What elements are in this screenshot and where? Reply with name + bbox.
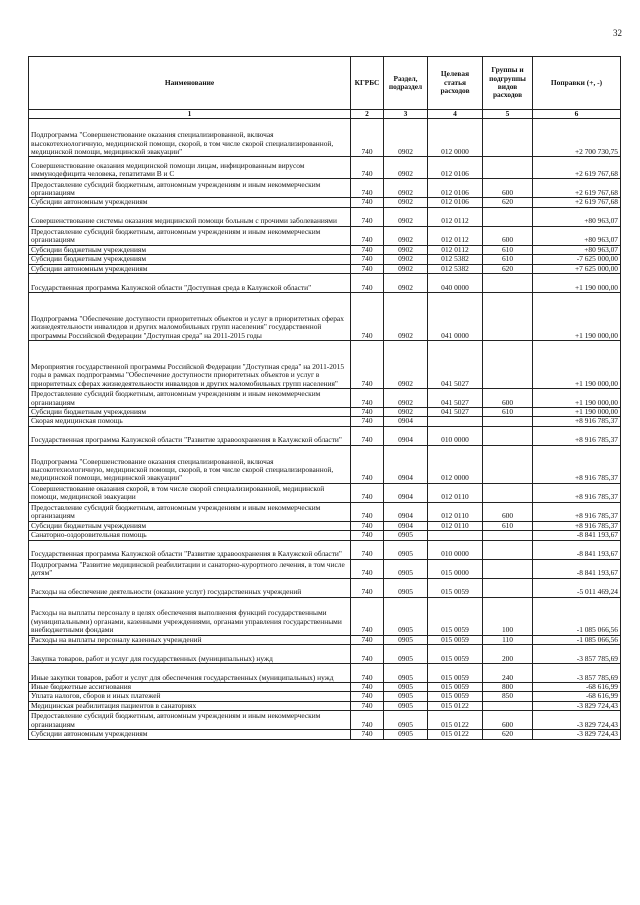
row-target-article: 010 0000: [428, 540, 483, 559]
row-name: Подпрограмма "Развитие медицинской реабилитации и санаторно-курортного лечения, в том числе детям": [29, 559, 351, 578]
row-name: Предоставление субсидий бюджетным, автономным учреждениям и иным некоммерческим организациям: [29, 711, 351, 730]
row-expense-group: 800: [483, 683, 533, 692]
row-target-article: 041 5027: [428, 408, 483, 417]
row-section: 0904: [384, 417, 428, 426]
row-name: Предоставление субсидий бюджетным, автономным учреждениям и иным некоммерческим организациям: [29, 389, 351, 408]
column-number: 4: [428, 110, 483, 119]
row-section: 0905: [384, 597, 428, 635]
row-amendment: -68 616,99: [533, 683, 621, 692]
row-kgrbs: 740: [351, 559, 384, 578]
row-kgrbs: 740: [351, 683, 384, 692]
row-kgrbs: 740: [351, 293, 384, 341]
row-target-article: 012 5382: [428, 255, 483, 264]
row-section: 0905: [384, 692, 428, 701]
row-name: Предоставление субсидий бюджетным, автономным учреждениям и иным некоммерческим организациям: [29, 179, 351, 198]
table-row: [29, 559, 621, 578]
row-name: Скорая медицинская помощь: [29, 417, 351, 426]
row-name: Подпрограмма "Обеспечение доступности приоритетных объектов и услуг в приоритетных сферах жизнедеятельности инвалидов и других маломобильных групп населения" государственной программы Российской Федерации "Доступная среда" на 2011-2015 годы: [29, 293, 351, 341]
row-expense-group: [483, 578, 533, 597]
table-row: [29, 664, 621, 683]
table-row: [29, 341, 621, 389]
row-name: Субсидии автономным учреждениям: [29, 264, 351, 273]
row-section: 0905: [384, 559, 428, 578]
column-number: 6: [533, 110, 621, 119]
row-section: 0905: [384, 578, 428, 597]
row-name: Расходы на выплаты персоналу в целях обеспечения выполнения функций государственными (муниципальными) органами, казенными учреждениями, органами управления государственными внебюджетными фондами: [29, 597, 351, 635]
row-amendment: -3 857 785,69: [533, 645, 621, 664]
table-row: [29, 730, 621, 739]
row-name: Совершенствование оказания медицинской помощи лицам, инфицированным вирусом иммунодефицита человека, гепатитами В и С: [29, 157, 351, 179]
row-amendment: -3 857 785,69: [533, 664, 621, 683]
row-amendment: +2 619 767,68: [533, 198, 621, 207]
row-kgrbs: 740: [351, 730, 384, 739]
row-kgrbs: 740: [351, 645, 384, 664]
row-kgrbs: 740: [351, 502, 384, 521]
row-expense-group: [483, 701, 533, 710]
row-amendment: -8 841 193,67: [533, 531, 621, 540]
table-row: [29, 179, 621, 198]
row-target-article: 015 0059: [428, 683, 483, 692]
row-name: Иные бюджетные ассигнования: [29, 683, 351, 692]
row-expense-group: [483, 119, 533, 157]
row-kgrbs: 740: [351, 417, 384, 426]
row-name: Совершенствование оказания скорой, в том числе скорой специализированной, медицинской помощи, медицинской эвакуации: [29, 483, 351, 502]
row-expense-group: [483, 417, 533, 426]
row-target-article: 041 5027: [428, 341, 483, 389]
row-target-article: 015 0059: [428, 664, 483, 683]
row-target-article: 015 0059: [428, 692, 483, 701]
row-expense-group: [483, 426, 533, 445]
table-row: [29, 540, 621, 559]
row-expense-group: [483, 559, 533, 578]
row-name: Закупка товаров, работ и услуг для государственных (муниципальных) нужд: [29, 645, 351, 664]
row-section: 0905: [384, 635, 428, 644]
row-expense-group: 100: [483, 597, 533, 635]
row-target-article: [428, 417, 483, 426]
row-kgrbs: 740: [351, 692, 384, 701]
row-amendment: +8 916 785,37: [533, 417, 621, 426]
row-amendment: +7 625 000,00: [533, 264, 621, 273]
table-row: [29, 531, 621, 540]
row-kgrbs: 740: [351, 701, 384, 710]
row-target-article: 015 0059: [428, 597, 483, 635]
table-row: [29, 692, 621, 701]
row-expense-group: [483, 341, 533, 389]
column-number-row: [29, 110, 621, 119]
row-amendment: +1 190 000,00: [533, 274, 621, 293]
row-expense-group: 610: [483, 255, 533, 264]
row-section: 0904: [384, 521, 428, 530]
table-row: [29, 293, 621, 341]
row-amendment: -1 085 066,56: [533, 635, 621, 644]
row-expense-group: [483, 531, 533, 540]
row-name: Субсидии бюджетным учреждениям: [29, 521, 351, 530]
table-row: [29, 645, 621, 664]
row-amendment: +80 963,07: [533, 207, 621, 226]
row-kgrbs: 740: [351, 531, 384, 540]
row-name: Уплата налогов, сборов и иных платежей: [29, 692, 351, 701]
row-section: 0905: [384, 730, 428, 739]
column-number: 1: [29, 110, 351, 119]
table-row: [29, 226, 621, 245]
row-expense-group: 620: [483, 264, 533, 273]
row-section: 0902: [384, 341, 428, 389]
table-row: [29, 274, 621, 293]
row-name: Расходы на выплаты персоналу казенных учреждений: [29, 635, 351, 644]
budget-amendments-table: [28, 56, 621, 740]
row-section: 0902: [384, 157, 428, 179]
row-target-article: 015 0122: [428, 701, 483, 710]
row-name: Подпрограмма "Совершенствование оказания специализированной, включая высокотехнологичную, медицинской помощи, скорой, в том числе скорой специализированной, медицинской помощи, медицинской эвакуации": [29, 445, 351, 483]
row-kgrbs: 740: [351, 179, 384, 198]
row-section: 0902: [384, 293, 428, 341]
row-target-article: 012 0106: [428, 198, 483, 207]
row-target-article: 012 0106: [428, 179, 483, 198]
row-kgrbs: 740: [351, 245, 384, 254]
row-name: Государственная программа Калужской области "Доступная среда в Калужской области": [29, 274, 351, 293]
row-name: Предоставление субсидий бюджетным, автономным учреждениям и иным некоммерческим организациям: [29, 502, 351, 521]
table-row: [29, 483, 621, 502]
row-section: 0902: [384, 264, 428, 273]
row-amendment: +8 916 785,37: [533, 483, 621, 502]
row-target-article: 012 0112: [428, 226, 483, 245]
row-amendment: -8 841 193,67: [533, 559, 621, 578]
row-section: 0902: [384, 389, 428, 408]
row-expense-group: [483, 157, 533, 179]
row-amendment: -3 829 724,43: [533, 701, 621, 710]
row-name: Субсидии бюджетным учреждениям: [29, 245, 351, 254]
table-row: [29, 264, 621, 273]
row-name: Медицинская реабилитация пациентов в санаториях: [29, 701, 351, 710]
column-number: 3: [384, 110, 428, 119]
row-amendment: +80 963,07: [533, 226, 621, 245]
row-target-article: 012 0110: [428, 521, 483, 530]
row-expense-group: 200: [483, 645, 533, 664]
row-kgrbs: 740: [351, 255, 384, 264]
row-target-article: 015 0122: [428, 730, 483, 739]
row-target-article: 012 0110: [428, 483, 483, 502]
row-section: 0902: [384, 245, 428, 254]
row-amendment: +8 916 785,37: [533, 521, 621, 530]
row-kgrbs: 740: [351, 408, 384, 417]
row-name: Предоставление субсидий бюджетным, автономным учреждениям и иным некоммерческим организациям: [29, 226, 351, 245]
row-section: 0902: [384, 179, 428, 198]
row-kgrbs: 740: [351, 664, 384, 683]
row-amendment: -5 011 469,24: [533, 578, 621, 597]
row-kgrbs: 740: [351, 521, 384, 530]
table-row: [29, 119, 621, 157]
row-expense-group: 620: [483, 730, 533, 739]
row-kgrbs: 740: [351, 119, 384, 157]
row-name: Санаторно-оздоровительная помощь: [29, 531, 351, 540]
row-expense-group: 600: [483, 226, 533, 245]
row-expense-group: [483, 207, 533, 226]
row-amendment: +8 916 785,37: [533, 426, 621, 445]
row-target-article: 012 5382: [428, 264, 483, 273]
row-section: 0902: [384, 274, 428, 293]
column-number: 5: [483, 110, 533, 119]
row-section: 0905: [384, 683, 428, 692]
row-expense-group: 610: [483, 521, 533, 530]
row-amendment: -8 841 193,67: [533, 540, 621, 559]
row-name: Мероприятия государственной программы Российской Федерации "Доступная среда" на 2011-2015 годы в рамках подпрограммы "Обеспечение доступности приоритетных объектов и услуг в приоритетных сферах жизнедеятельности инвалидов и других маломобильных групп населения": [29, 341, 351, 389]
row-expense-group: 600: [483, 389, 533, 408]
table-row: [29, 578, 621, 597]
row-expense-group: [483, 274, 533, 293]
row-kgrbs: 740: [351, 264, 384, 273]
row-target-article: 012 0110: [428, 502, 483, 521]
row-section: 0902: [384, 226, 428, 245]
row-name: Субсидии бюджетным учреждениям: [29, 408, 351, 417]
table-body: [29, 119, 621, 739]
row-target-article: 010 0000: [428, 426, 483, 445]
row-kgrbs: 740: [351, 426, 384, 445]
row-section: 0905: [384, 645, 428, 664]
row-target-article: 015 0059: [428, 578, 483, 597]
row-expense-group: 620: [483, 198, 533, 207]
row-target-article: 041 5027: [428, 389, 483, 408]
table-row: [29, 198, 621, 207]
header-expense-groups: Группы и подгруппы видов расходов: [483, 57, 533, 110]
row-expense-group: 610: [483, 408, 533, 417]
column-number: 2: [351, 110, 384, 119]
row-section: 0902: [384, 198, 428, 207]
row-amendment: -1 085 066,56: [533, 597, 621, 635]
row-kgrbs: 740: [351, 445, 384, 483]
row-name: Субсидии автономным учреждениям: [29, 198, 351, 207]
header-name: Наименование: [29, 57, 351, 110]
row-section: 0905: [384, 664, 428, 683]
row-name: Субсидии автономным учреждениям: [29, 730, 351, 739]
row-section: 0905: [384, 701, 428, 710]
row-amendment: +2 619 767,68: [533, 179, 621, 198]
row-target-article: 040 0000: [428, 274, 483, 293]
row-kgrbs: 740: [351, 483, 384, 502]
row-target-article: 015 0122: [428, 711, 483, 730]
row-amendment: -68 616,99: [533, 692, 621, 701]
header-kgrbs: КГРБС: [351, 57, 384, 110]
row-kgrbs: 740: [351, 157, 384, 179]
table-row: [29, 701, 621, 710]
row-kgrbs: 740: [351, 341, 384, 389]
row-section: 0902: [384, 207, 428, 226]
page-number: 32: [613, 28, 622, 38]
row-target-article: 015 0000: [428, 559, 483, 578]
row-section: 0902: [384, 255, 428, 264]
row-expense-group: 240: [483, 664, 533, 683]
row-section: 0904: [384, 445, 428, 483]
row-kgrbs: 740: [351, 597, 384, 635]
row-amendment: -3 829 724,43: [533, 711, 621, 730]
row-amendment: +2 700 730,75: [533, 119, 621, 157]
row-expense-group: [483, 445, 533, 483]
table-header-row: [29, 57, 621, 110]
row-expense-group: [483, 483, 533, 502]
row-expense-group: 850: [483, 692, 533, 701]
row-name: Государственная программа Калужской области "Развитие здравоохранения в Калужской области": [29, 540, 351, 559]
table-row: [29, 597, 621, 635]
row-amendment: +2 619 767,68: [533, 157, 621, 179]
row-section: 0902: [384, 408, 428, 417]
row-kgrbs: 740: [351, 711, 384, 730]
row-amendment: -3 829 724,43: [533, 730, 621, 739]
row-amendment: +1 190 000,00: [533, 408, 621, 417]
table-row: [29, 502, 621, 521]
row-amendment: +8 916 785,37: [533, 502, 621, 521]
row-target-article: 041 0000: [428, 293, 483, 341]
row-kgrbs: 740: [351, 207, 384, 226]
row-target-article: 012 0000: [428, 445, 483, 483]
row-section: 0905: [384, 711, 428, 730]
row-name: Государственная программа Калужской области "Развитие здравоохранения в Калужской области": [29, 426, 351, 445]
row-amendment: -7 625 000,00: [533, 255, 621, 264]
row-target-article: 012 0000: [428, 119, 483, 157]
row-kgrbs: 740: [351, 635, 384, 644]
row-name: Совершенствование системы оказания медицинской помощи больным с прочими заболеваниями: [29, 207, 351, 226]
row-section: 0905: [384, 540, 428, 559]
table-row: [29, 389, 621, 408]
row-kgrbs: 740: [351, 540, 384, 559]
row-name: Иные закупки товаров, работ и услуг для обеспечения государственных (муниципальных) нужд: [29, 664, 351, 683]
table-row: [29, 711, 621, 730]
header-section: Раздел, подраздел: [384, 57, 428, 110]
row-target-article: 012 0112: [428, 207, 483, 226]
row-amendment: +80 963,07: [533, 245, 621, 254]
row-amendment: +1 190 000,00: [533, 341, 621, 389]
header-amendments: Поправки (+, -): [533, 57, 621, 110]
table-row: [29, 157, 621, 179]
row-kgrbs: 740: [351, 198, 384, 207]
row-section: 0904: [384, 426, 428, 445]
row-expense-group: [483, 293, 533, 341]
row-amendment: +8 916 785,37: [533, 445, 621, 483]
row-section: 0904: [384, 502, 428, 521]
table-row: [29, 255, 621, 264]
row-kgrbs: 740: [351, 578, 384, 597]
table-row: [29, 426, 621, 445]
row-section: 0905: [384, 531, 428, 540]
row-kgrbs: 740: [351, 226, 384, 245]
table-row: [29, 635, 621, 644]
row-kgrbs: 740: [351, 274, 384, 293]
row-expense-group: 600: [483, 179, 533, 198]
row-name: Подпрограмма "Совершенствование оказания специализированной, включая высокотехнологичную, медицинской помощи, скорой, в том числе скорой специализированной, медицинской помощи, медицинской эвакуации": [29, 119, 351, 157]
row-target-article: 012 0112: [428, 245, 483, 254]
row-kgrbs: 740: [351, 389, 384, 408]
row-expense-group: 600: [483, 502, 533, 521]
row-target-article: 015 0059: [428, 645, 483, 664]
row-expense-group: 600: [483, 711, 533, 730]
row-target-article: 015 0059: [428, 635, 483, 644]
row-section: 0902: [384, 119, 428, 157]
table-row: [29, 207, 621, 226]
table-row: [29, 445, 621, 483]
table-row: [29, 417, 621, 426]
header-target-article: Целевая статья расходов: [428, 57, 483, 110]
row-amendment: +1 190 000,00: [533, 293, 621, 341]
row-section: 0904: [384, 483, 428, 502]
row-amendment: +1 190 000,00: [533, 389, 621, 408]
row-expense-group: 610: [483, 245, 533, 254]
row-expense-group: 110: [483, 635, 533, 644]
row-target-article: 012 0106: [428, 157, 483, 179]
row-expense-group: [483, 540, 533, 559]
row-name: Расходы на обеспечение деятельности (оказание услуг) государственных учреждений: [29, 578, 351, 597]
row-target-article: [428, 531, 483, 540]
row-name: Субсидии бюджетным учреждениям: [29, 255, 351, 264]
